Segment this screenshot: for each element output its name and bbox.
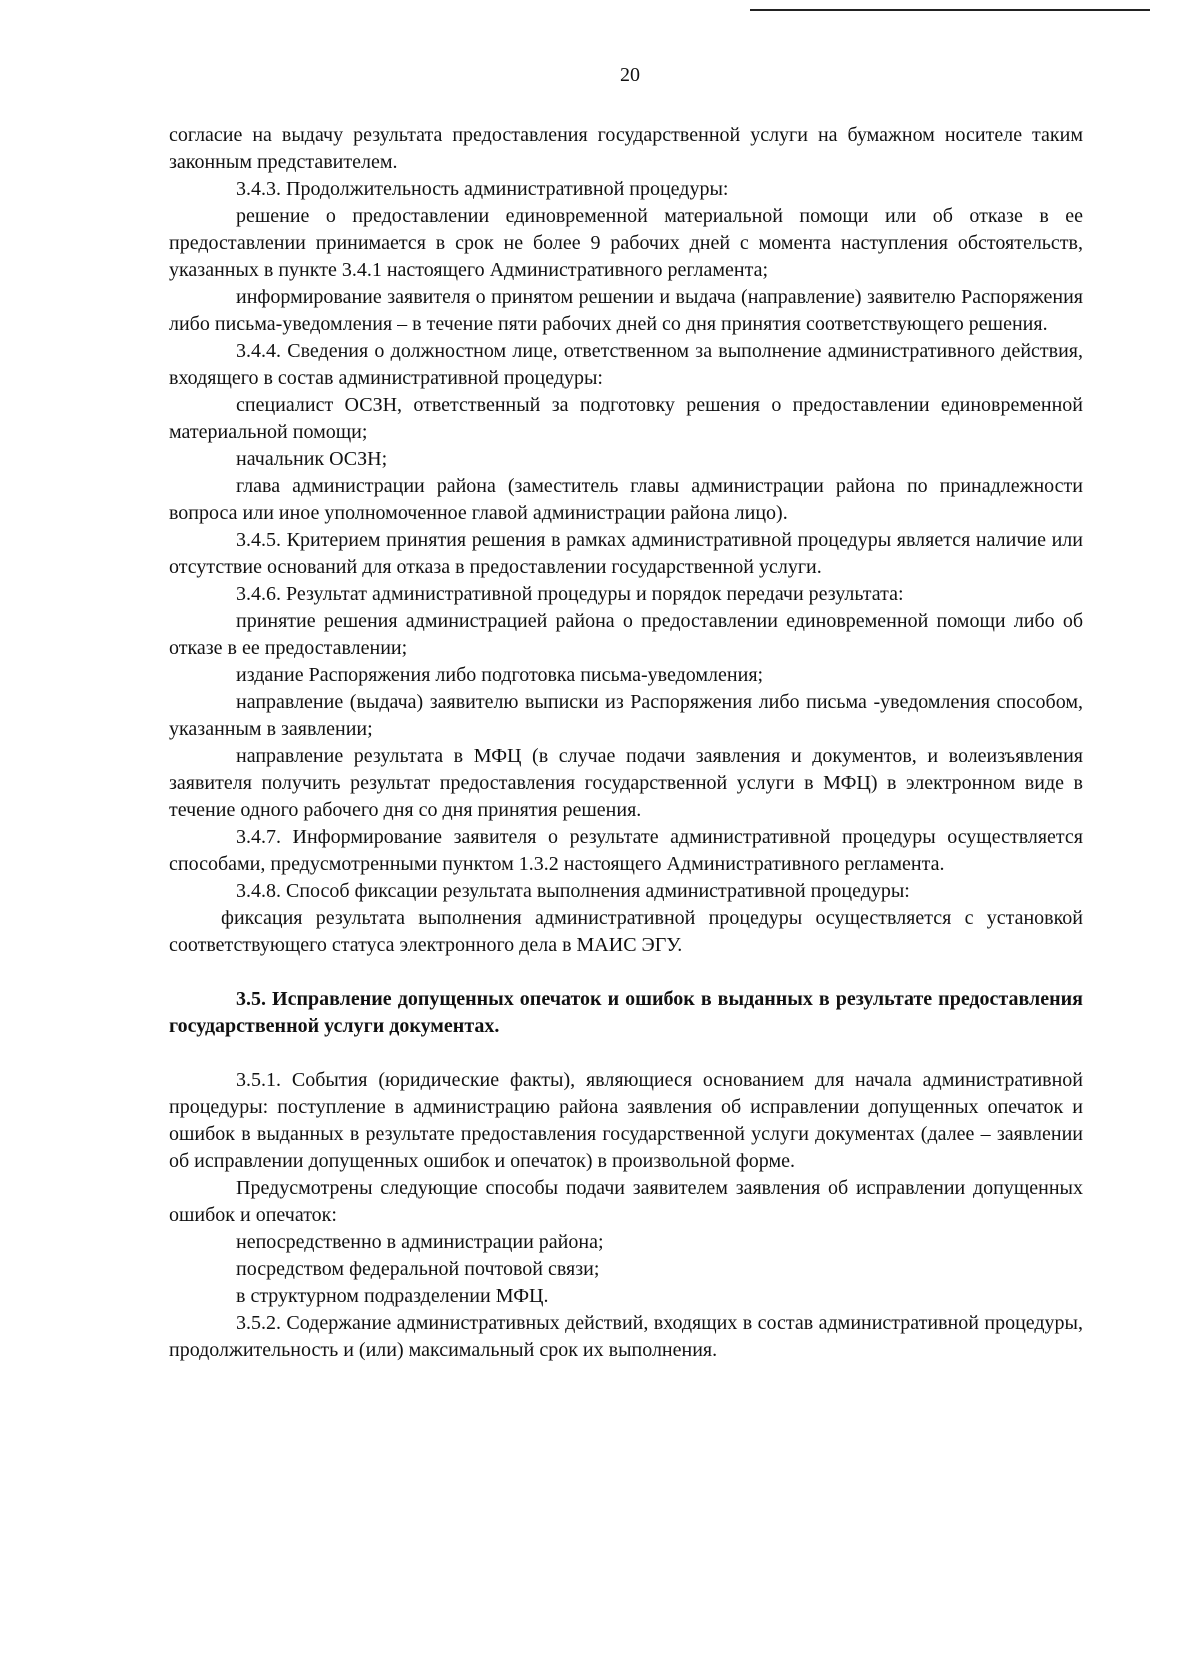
paragraph: 3.4.6. Результат административной процедуры и порядок передачи результата: — [236, 583, 904, 605]
paragraph: согласие на выдачу результата предоставления государственной услуги на бумажном носителе таким законным представителем. — [169, 124, 1083, 173]
paragraph: фиксация результата выполнения административной процедуры осуществляется с установкой соответствующего статуса электронного дела в МАИС ЭГУ. — [169, 907, 1083, 956]
paragraph: направление (выдача) заявителю выписки из Распоряжения либо письма -уведомления способом, указанным в заявлении; — [169, 691, 1083, 740]
paragraph: 3.4.7. Информирование заявителя о результате административной процедуры осуществляется способами, предусмотренными пунктом 1.3.2 настоящего Административного регламента. — [169, 826, 1083, 875]
paragraph: начальник ОСЗН; — [236, 448, 388, 470]
paragraph: информирование заявителя о принятом решении и выдача (направление) заявителю Распоряжения либо письма-уведомления – в течение пяти рабочих дней со дня принятия соответствующего решения. — [169, 286, 1083, 335]
paragraph: издание Распоряжения либо подготовка письма-уведомления; — [236, 664, 764, 686]
paragraph: посредством федеральной почтовой связи; — [236, 1258, 600, 1280]
paragraph: направление результата в МФЦ (в случае подачи заявления и документов, и волеизъявления заявителя получить результат предоставления государственной услуги в МФЦ) в электронном виде в течение одного рабочего дня со дня принятия решения. — [169, 745, 1083, 821]
paragraph: 3.4.5. Критерием принятия решения в рамках административной процедуры является наличие или отсутствие оснований для отказа в предоставлении государственной услуги. — [169, 529, 1083, 578]
paragraph: решение о предоставлении единовременной материальной помощи или об отказе в ее предоставлении принимается в срок не более 9 рабочих дней с момента наступления обстоятельств, указанных в пункте 3.4.1 настоящего Административного регламента; — [169, 205, 1083, 281]
paragraph: принятие решения администрацией района о предоставлении единовременной помощи либо об отказе в ее предоставлении; — [169, 610, 1083, 659]
page-number: 20 — [620, 64, 640, 86]
paragraph: 3.4.8. Способ фиксации результата выполнения административной процедуры: — [236, 880, 910, 902]
paragraph: Предусмотрены следующие способы подачи заявителем заявления об исправлении допущенных ошибок и опечаток: — [169, 1177, 1083, 1226]
top-rule — [750, 9, 1150, 11]
paragraph: специалист ОСЗН, ответственный за подготовку решения о предоставлении единовременной материальной помощи; — [169, 394, 1083, 443]
paragraph: 3.5.2. Содержание административных действий, входящих в состав административной процедуры, продолжительность и (или) максимальный срок их выполнения. — [169, 1312, 1083, 1361]
document-body — [169, 122, 1083, 1364]
paragraph: 3.4.4. Сведения о должностном лице, ответственном за выполнение административного действия, входящего в состав административной процедуры: — [169, 340, 1083, 389]
paragraph: непосредственно в администрации района; — [236, 1231, 604, 1253]
paragraph: глава администрации района (заместитель главы администрации района по принадлежности вопроса или иное уполномоченное главой администрации района лицо). — [169, 475, 1083, 524]
paragraph: 3.4.3. Продолжительность административной процедуры: — [236, 178, 729, 200]
section-heading: 3.5. Исправление допущенных опечаток и ошибок в выданных в результате предоставления государственной услуги документах. — [169, 988, 1083, 1037]
paragraph: в структурном подразделении МФЦ. — [236, 1285, 549, 1307]
paragraph: 3.5.1. События (юридические факты), являющиеся основанием для начала административной процедуры: поступление в администрацию района заявления об исправлении допущенных опечаток и ошибок в выданных в результате предоставления государственной услуги документах (далее – заявлении об исправлении допущенных ошибок и опечаток) в произвольной форме. — [169, 1069, 1083, 1172]
